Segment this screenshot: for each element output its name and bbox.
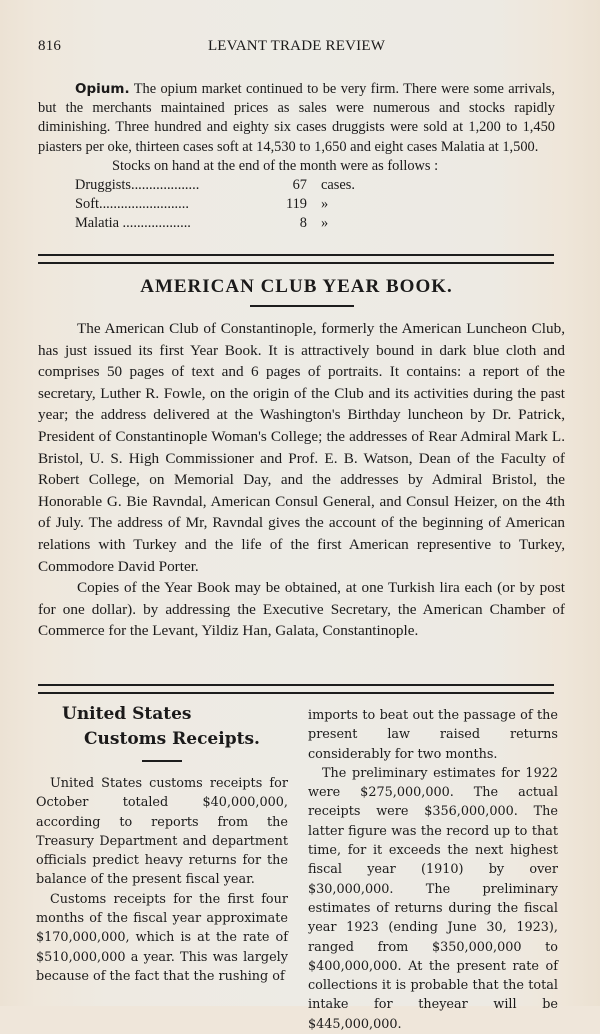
stock-name: Druggists................... [75, 177, 200, 194]
customs-paragraph: United States customs receipts for October totaled $40,000,000, according to reports from the Treasury Department and department officials predict heavy returns for the balance of the present fiscal year. [36, 776, 288, 888]
customs-left-column [36, 774, 288, 986]
customs-right-column [308, 706, 558, 1034]
customs-paragraph: Customs receipts for the first four months of the fiscal year approximate $170,000,000, which is at the rate of $510,000,000 a year. This was largely because of the fact that the rushing of [36, 891, 288, 984]
customs-article-title [62, 702, 292, 752]
opium-paragraph [38, 80, 555, 157]
opium-market-report [38, 80, 555, 234]
stocks-table [75, 157, 555, 234]
stock-name: Malatia ................... [75, 215, 191, 232]
page-number: 816 [38, 38, 62, 54]
stock-unit: cases. [321, 177, 355, 194]
section-divider [38, 684, 554, 694]
stock-row [75, 176, 555, 195]
stock-unit: » [321, 196, 329, 213]
opium-body: The opium market continued to be very firm. There were some arrivals, but the merchants maintained prices as sales were numerous and stocks rapidly diminishing. Three hundred and eighty six cases druggists were sold at 1,200 to 1,450 piasters per oke, thirteen cases soft at 14,530 to 1,650 and eight cases Malatia at 1,500. [38, 81, 555, 155]
title-underline [250, 305, 354, 307]
stock-qty: 119 [285, 196, 307, 213]
page-header [38, 38, 555, 58]
opium-lead: Opium. [75, 81, 130, 97]
customs-paragraph: The preliminary estimates for 1922 were $275,000,000. The actual receipts were $356,000,000. The latter figure was the record up to that time, for it exceeds the next highest fiscal year (1910) by over $30,000,000. The preliminary estimates of returns during the fiscal year 1923 (ending June 30, 1923), ranged from $350,000,000 to $400,000,000. At the present rate of collections it is probable that the total intake for theyear will be $445,000,000. [308, 765, 558, 1032]
stock-qty: 67 [292, 177, 307, 194]
club-paragraph: The American Club of Constantinople, formerly the American Luncheon Club, has just issued its first Year Book. It is attractively bound in dark blue cloth and comprises 50 pages of text and 6 pages of portraits. It contains: a report of the secretary, Luther R. Fowle, on the origin of the Club and its activities during the past year; the address delivered at the Washington's Birthday luncheon by Dr. Patrick, President of Constantinople Woman's College; the addresses of Rear Admiral Mark L. Bristol, U. S. High Commissioner and Prof. E. B. Watson, Dean of the Faculty of Robert College, on Memorial Day, and the addresses by Admiral Bristol, the Honorable G. Bie Ravndal, American Consul General, and Consul Heizer, on the 4th of July. The address of Mr, Ravndal gives the account of the beginning of American relations with Turkey and the life of the first American representive to Turkey, Commodore David Porter. [38, 320, 565, 575]
customs-paragraph: imports to beat out the passage of the present law raised returns considerably for two months. [308, 708, 558, 762]
stocks-intro: Stocks on hand at the end of the month were as follows : [112, 157, 439, 174]
stock-name: Soft......................... [75, 196, 189, 213]
customs-title-line: Customs Receipts. [84, 729, 260, 749]
club-article-body [38, 318, 565, 642]
running-title: LEVANT TRADE REVIEW [207, 38, 386, 54]
title-underline [142, 760, 182, 762]
stock-row [75, 195, 555, 214]
stock-row [75, 214, 555, 233]
club-paragraph: Copies of the Year Book may be obtained, at one Turkish lira each (or by post for one dollar). by addressing the Executive Secretary, the American Chamber of Commerce for the Levant, Yildiz Han, Galata, Constantinople. [38, 579, 565, 640]
stock-unit: » [321, 215, 329, 232]
club-article-title: AMERICAN CLUB YEAR BOOK. [140, 276, 453, 297]
stock-qty: 8 [299, 215, 307, 232]
customs-title-line: United States [62, 704, 192, 724]
section-divider [38, 254, 554, 264]
